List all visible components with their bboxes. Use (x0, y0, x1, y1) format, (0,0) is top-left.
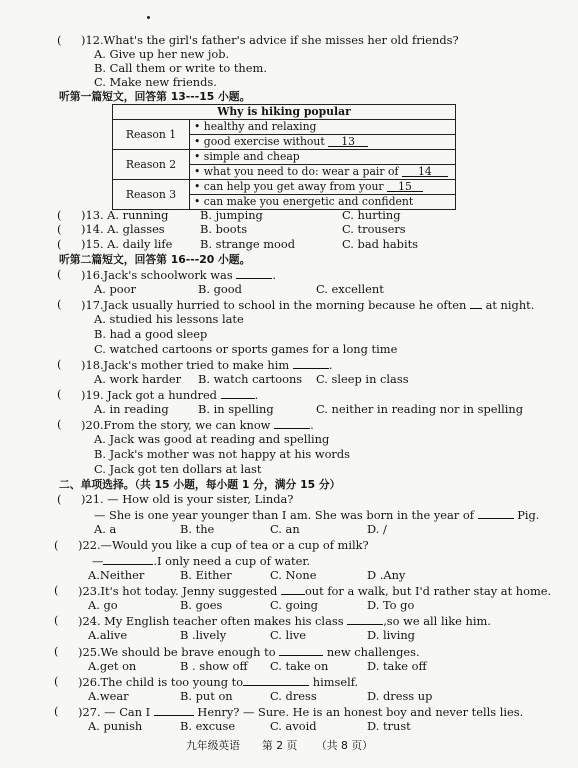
answer-blank[interactable] (347, 613, 383, 625)
q21-option-a: A. a (94, 522, 117, 536)
q23-option-c: C. going (270, 598, 318, 612)
answer-blank[interactable] (281, 583, 305, 595)
q25-option-d: D. take off (367, 659, 427, 673)
q24-paren: ( (54, 613, 59, 627)
q25-option-b: B . show off (180, 659, 248, 673)
q15-option-b: B. strange mood (200, 237, 296, 251)
table-reason-label: Reason 1 (113, 120, 190, 150)
q26-option-d: D. dress up (367, 689, 433, 703)
q26-option-b: B. put on (180, 689, 233, 703)
q24-option-d: D. living (367, 628, 415, 642)
q16-option-a: A. poor (94, 282, 136, 296)
answer-blank[interactable] (221, 387, 255, 399)
q21-stem: )21. — How old is your sister, Linda? (81, 492, 294, 506)
q17-paren: ( (57, 297, 62, 311)
q22-option-c: C. None (270, 568, 317, 582)
q14-option-c: C. trousers (342, 222, 406, 236)
answer-blank[interactable] (236, 267, 272, 279)
blank-14[interactable]: 14 (402, 165, 448, 177)
q27-option-c: C. avoid (270, 719, 317, 733)
table-reason-label: Reason 2 (113, 150, 190, 180)
q27-paren: ( (54, 704, 59, 718)
q26-option-c: C. dress (270, 689, 317, 703)
q25-stem: )25.We should be brave enough to new challenges. (78, 645, 420, 659)
q23-stem: )23.It's hot today. Jenny suggested out for a walk, but I'd rather stay at home. (78, 584, 552, 598)
q23-paren: ( (54, 583, 59, 597)
q12-stem: )12.What's the girl's father's advice if she misses her old friends? (81, 33, 459, 47)
q18-option-c: C. sleep in class (316, 372, 409, 386)
answer-blank[interactable] (293, 357, 329, 369)
q18-option-b: B. watch cartoons (198, 372, 303, 386)
table-cell: • can make you energetic and confident (190, 195, 456, 210)
reasons-table (112, 104, 456, 210)
q15-option-c: C. bad habits (342, 237, 419, 251)
q22-option-d: D .Any (367, 568, 406, 582)
table-title: Why is hiking popular (113, 105, 456, 120)
q24-stem: )24. My English teacher often makes his class ,so we all like him. (78, 614, 491, 628)
q22-option-b: B. Either (180, 568, 232, 582)
q26-paren: ( (54, 674, 59, 688)
footer-total: （共 8 页） (316, 739, 373, 752)
q18-option-a: A. work harder (94, 372, 182, 386)
q24-option-a: A.alive (88, 628, 128, 642)
q13-paren: ( (57, 208, 62, 222)
section-two-heading: 二、单项选择。（共 15 小题，每小题 1 分，满分 15 分） (59, 478, 341, 491)
q25-option-c: C. take on (270, 659, 329, 673)
q16-paren: ( (57, 267, 62, 281)
q21-option-d: D. / (367, 522, 387, 536)
q26-stem: )26.The child is too young to himself. (78, 675, 359, 689)
q22-option-a: A.Neither (88, 568, 145, 582)
stray-dot (147, 16, 150, 19)
q21-line2: — She is one year younger than I am. She was born in the year of Pig. (94, 508, 540, 522)
answer-blank[interactable] (274, 417, 310, 429)
q23-option-a: A. go (88, 598, 118, 612)
q20-paren: ( (57, 417, 62, 431)
q20-option-a: A. Jack was good at reading and spelling (94, 432, 330, 446)
q26-option-a: A.wear (88, 689, 129, 703)
q22-line2: — .I only need a cup of water. (92, 554, 311, 568)
q12-option-b: B. Call them or write to them. (94, 61, 267, 75)
q19-stem: )19. Jack got a hundred . (81, 388, 259, 402)
q17-option-c: C. watched cartoons or sports games for a long time (94, 342, 398, 356)
q12-option-c: C. Make new friends. (94, 75, 217, 89)
q18-paren: ( (57, 357, 62, 371)
q17-option-a: A. studied his lessons late (94, 312, 244, 326)
table-cell: • can help you get away from your 15 (190, 180, 456, 195)
answer-blank[interactable] (478, 507, 514, 519)
q27-stem: )27. — Can I Henry? — Sure. He is an honest boy and never tells lies. (78, 705, 524, 719)
q13-option-a: )13. A. running (81, 208, 169, 222)
q16-option-c: C. excellent (316, 282, 384, 296)
q16-stem: )16.Jack's schoolwork was . (81, 268, 276, 282)
q27-option-a: A. punish (88, 719, 143, 733)
q25-paren: ( (54, 644, 59, 658)
q15-paren: ( (57, 237, 62, 251)
q24-option-b: B .lively (180, 628, 227, 642)
table-cell: • good exercise without 13 (190, 135, 456, 150)
q21-paren: ( (57, 492, 62, 506)
q12-paren: ( (57, 33, 62, 47)
table-cell: • what you need to do: wear a pair of 14 (190, 165, 456, 180)
blank-13[interactable]: 13 (328, 135, 368, 147)
q25-option-a: A.get on (88, 659, 137, 673)
q21-option-b: B. the (180, 522, 215, 536)
table-cell: • healthy and relaxing (190, 120, 456, 135)
q18-stem: )18.Jack's mother tried to make him . (81, 358, 333, 372)
footer-page: 第 2 页 (262, 739, 298, 752)
q19-option-a: A. in reading (94, 402, 169, 416)
q17-stem: )17.Jack usually hurried to school in the morning because he often at night. (81, 298, 535, 312)
q27-option-d: D. trust (367, 719, 411, 733)
footer-subject: 九年级英语 (186, 739, 240, 752)
q21-option-c: C. an (270, 522, 300, 536)
answer-blank[interactable] (470, 297, 482, 309)
q27-option-b: B. excuse (180, 719, 236, 733)
q12-option-a: A. Give up her new job. (94, 47, 230, 61)
q14-option-b: B. boots (200, 222, 248, 236)
q20-stem: )20.From the story, we can know . (81, 418, 314, 432)
q17-option-b: B. had a good sleep (94, 327, 208, 341)
blank-15[interactable]: 15 (387, 180, 423, 192)
q24-option-c: C. live (270, 628, 307, 642)
answer-blank[interactable] (154, 704, 194, 716)
table-reason-label: Reason 3 (113, 180, 190, 210)
section-b-heading: 听第二篇短文，回答第 16---20 小题。 (59, 253, 251, 266)
q14-paren: ( (57, 222, 62, 236)
q22-paren: ( (54, 538, 59, 552)
q22-stem: )22.—Would you like a cup of tea or a cup of milk? (78, 538, 369, 552)
q13-option-c: C. hurting (342, 208, 401, 222)
q16-option-b: B. good (198, 282, 242, 296)
q19-option-c: C. neither in reading nor in spelling (316, 402, 524, 416)
answer-blank[interactable] (243, 674, 309, 686)
q13-option-b: B. jumping (200, 208, 263, 222)
q23-option-b: B. goes (180, 598, 223, 612)
q20-option-c: C. Jack got ten dollars at last (94, 462, 262, 476)
q15-option-a: )15. A. daily life (81, 237, 173, 251)
q19-option-b: B. in spelling (198, 402, 274, 416)
section-a-heading: 听第一篇短文，回答第 13---15 小题。 (59, 90, 251, 103)
table-cell: • simple and cheap (190, 150, 456, 165)
q23-option-d: D. To go (367, 598, 415, 612)
answer-blank[interactable] (103, 553, 153, 565)
q19-paren: ( (57, 387, 62, 401)
q14-option-a: )14. A. glasses (81, 222, 165, 236)
q20-option-b: B. Jack's mother was not happy at his words (94, 447, 351, 461)
answer-blank[interactable] (279, 644, 323, 656)
